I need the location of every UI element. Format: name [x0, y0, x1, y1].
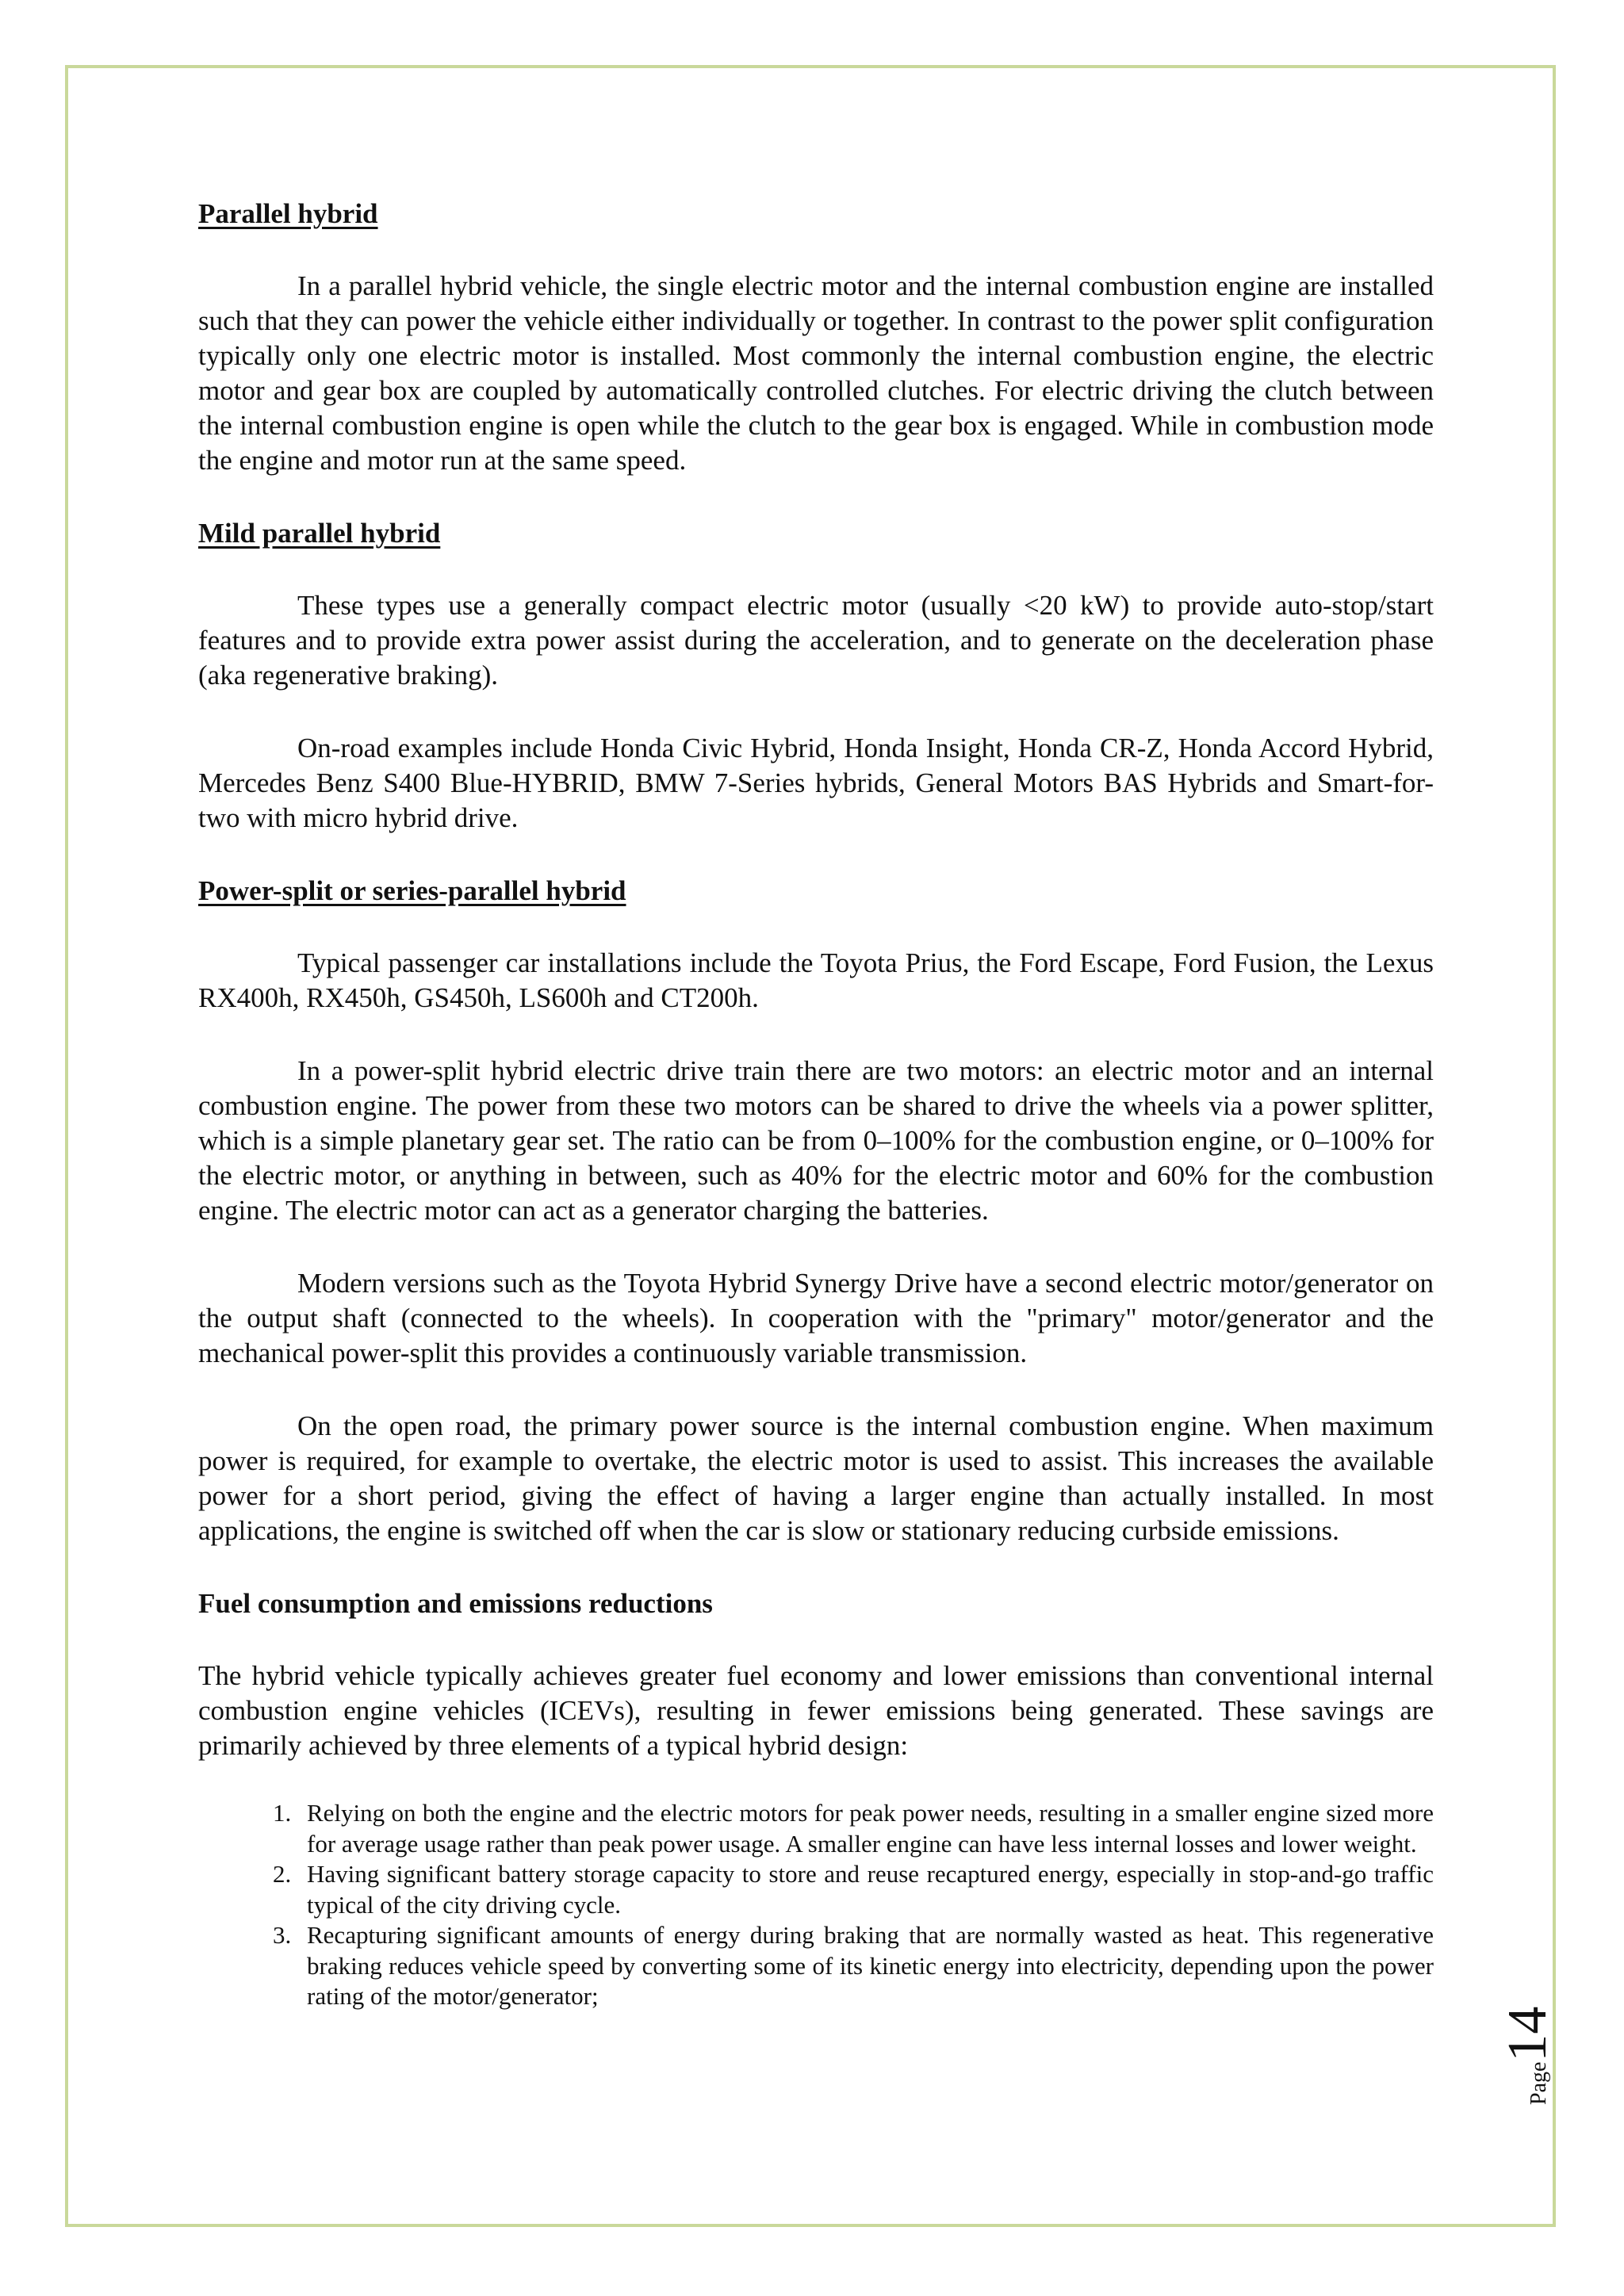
list-item: 1. Relying on both the engine and the electric motors for peak power needs, resulting in a smaller engine sized more for average usage rather than peak power usage. A smaller engine can have less internal losses and lower weight.: [297, 1798, 1434, 1859]
list-item: 3. Recapturing significant amounts of energy during braking that are normally wasted as heat. This regenerative braking reduces vehicle speed by converting some of its kinetic energy into electricity, depending upon the power rating of the motor/generator;: [297, 1920, 1434, 2012]
heading-fuel-consumption: Fuel consumption and emissions reductions: [198, 1588, 713, 1619]
paragraph-mild-description: These types use a generally compact electric motor (usually <20 kW) to provide auto-stop/start features and to provide extra power assist during the acceleration, and to generate on the deceleration phase (aka regenerative braking).: [198, 590, 1434, 691]
paragraph-parallel-hybrid: In a parallel hybrid vehicle, the single electric motor and the internal combustion engine are installed such that they can power the vehicle either individually or together. In contrast to the power split configuration typically only one electric motor is installed. Most commonly the internal combustion engine, the electric motor and gear box are coupled by automatically controlled clutches. For electric driving the clutch between the internal combustion engine is open while the clutch to the gear box is engaged. While in combustion mode the engine and motor run at the same speed.: [198, 270, 1434, 476]
paragraph-mild-examples: On-road examples include Honda Civic Hybrid, Honda Insight, Honda CR-Z, Honda Accord Hybrid, Mercedes Benz S400 Blue-HYBRID, BMW 7-Series hybrids, General Motors BAS Hybrids and Smart-for-two with micro hybrid drive.: [198, 733, 1434, 833]
paragraph-split-modern: Modern versions such as the Toyota Hybrid Synergy Drive have a second electric motor/generator on the output shaft (connected to the wheels). In cooperation with the "primary" motor/generator and the mechanical power-split this provides a continuously variable transmission.: [198, 1268, 1434, 1368]
list-item: 2. Having significant battery storage capacity to store and reuse recaptured energy, especially in stop-and-go traffic typical of the city driving cycle.: [297, 1859, 1434, 1920]
document-body: [198, 197, 1434, 2012]
heading-mild-parallel-hybrid: Mild parallel hybrid: [198, 518, 441, 549]
heading-power-split: Power-split or series-parallel hybrid: [198, 875, 626, 906]
page-label: Page: [1526, 2061, 1551, 2105]
savings-list: [198, 1798, 1434, 2012]
page-number-value: 14: [1497, 2006, 1558, 2062]
paragraph-split-open-road: On the open road, the primary power source is the internal combustion engine. When maximum power is required, for example to overtake, the electric motor is used to assist. This increases the available power for a short period, giving the effect of having a larger engine than actually installed. In most applications, the engine is switched off when the car is slow or stationary reducing curbside emissions.: [198, 1410, 1434, 1546]
paragraph-split-installations: Typical passenger car installations include the Toyota Prius, the Ford Escape, Ford Fusion, the Lexus RX400h, RX450h, GS450h, LS600h and CT200h.: [198, 947, 1434, 1013]
paragraph-fuel-intro: The hybrid vehicle typically achieves greater fuel economy and lower emissions than conventional internal combustion engine vehicles (ICEVs), resulting in fewer emissions being generated. These savings are primarily achieved by three elements of a typical hybrid design:: [198, 1660, 1434, 1761]
paragraph-split-drivetrain: In a power-split hybrid electric drive train there are two motors: an electric motor and an internal combustion engine. The power from these two motors can be shared to drive the wheels via a power splitter, which is a simple planetary gear set. The ratio can be from 0–100% for the combustion engine, or 0–100% for the electric motor, or anything in between, such as 40% for the electric motor and 60% for the combustion engine. The electric motor can act as a generator charging the batteries.: [198, 1055, 1434, 1226]
heading-parallel-hybrid: Parallel hybrid: [198, 198, 378, 229]
page-number: [1497, 2006, 1558, 2105]
